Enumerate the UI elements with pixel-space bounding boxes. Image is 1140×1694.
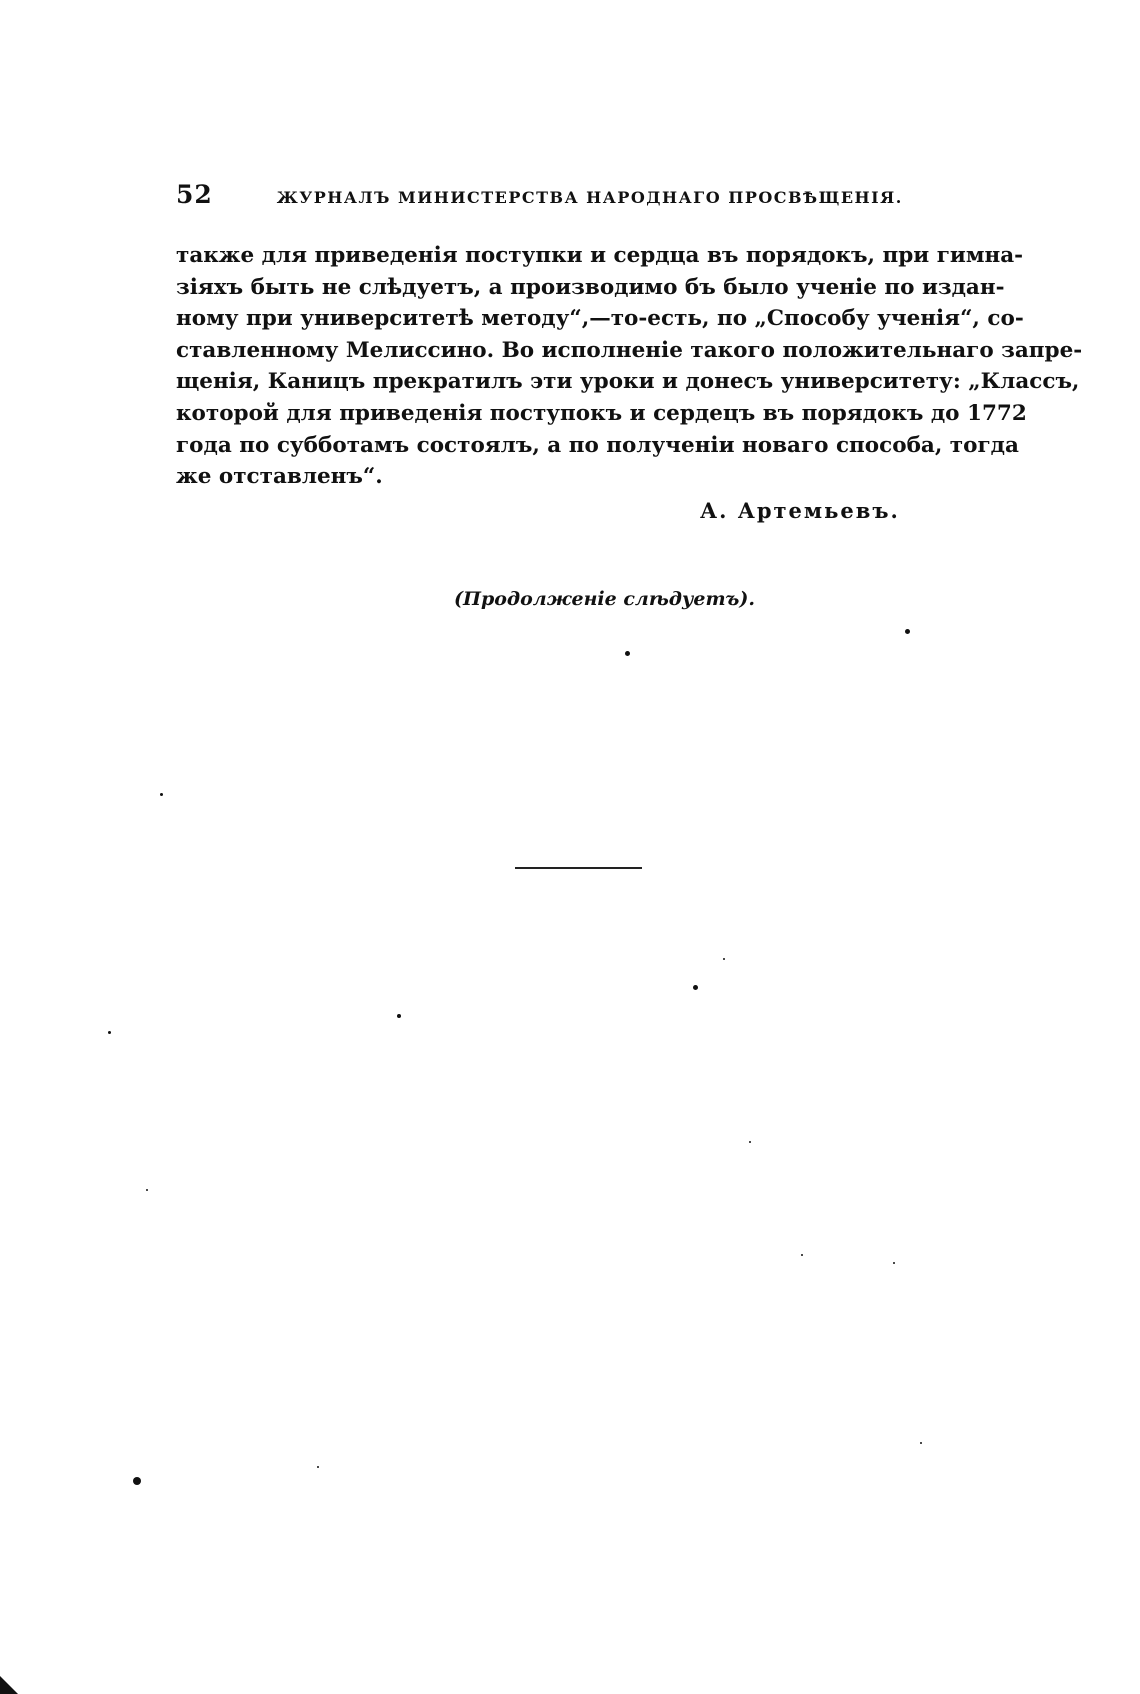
scan-speck xyxy=(893,1262,895,1264)
scan-speck xyxy=(625,651,630,656)
scan-speck xyxy=(693,985,698,990)
scan-speck xyxy=(160,793,163,796)
running-head: ЖУРНАЛЪ МИНИСТЕРСТВА НАРОДНАГО ПРОСВѢЩЕНІЯ. xyxy=(276,188,903,207)
scan-speck xyxy=(920,1442,922,1444)
page-number: 52 xyxy=(176,180,213,209)
page-header xyxy=(176,180,996,214)
continued-note: (Продолженіе слѣдуетъ). xyxy=(454,588,755,610)
scan-speck xyxy=(108,1031,111,1034)
scan-speck xyxy=(723,958,725,960)
separator-rule xyxy=(515,867,642,869)
scan-speck xyxy=(749,1141,751,1143)
scan-corner-mark xyxy=(0,1676,18,1694)
scan-speck xyxy=(905,629,910,634)
text-line: ному при университетѣ методу“,—то-есть, по „Способу ученія“, со- xyxy=(176,306,1024,332)
scan-speck xyxy=(397,1014,401,1018)
text-line: щенія, Каницъ прекратилъ эти уроки и донесъ университету: „Классъ, xyxy=(176,369,1080,395)
scan-speck xyxy=(317,1466,319,1468)
scan-speck xyxy=(146,1189,148,1191)
body-paragraph xyxy=(176,240,1083,493)
text-line: года по субботамъ состоялъ, а по полученіи новаго способа, тогда xyxy=(176,432,1019,458)
scan-speck xyxy=(801,1254,803,1256)
text-line: зіяхъ быть не слѣдуетъ, а производимо бъ было ученіе по издан- xyxy=(176,274,1005,300)
scan-speck xyxy=(133,1477,141,1485)
text-line: также для приведенія поступки и сердца въ порядокъ, при гимна- xyxy=(176,243,1024,268)
text-line: которой для приведенія поступокъ и сердецъ въ порядокъ до 1772 xyxy=(176,400,1027,426)
author-signature: А. Артемьевъ. xyxy=(700,498,900,523)
text-line: ставленному Мелиссино. Во исполненіе такого положительнаго запре- xyxy=(176,337,1083,363)
text-line: же отставленъ“. xyxy=(176,464,383,490)
